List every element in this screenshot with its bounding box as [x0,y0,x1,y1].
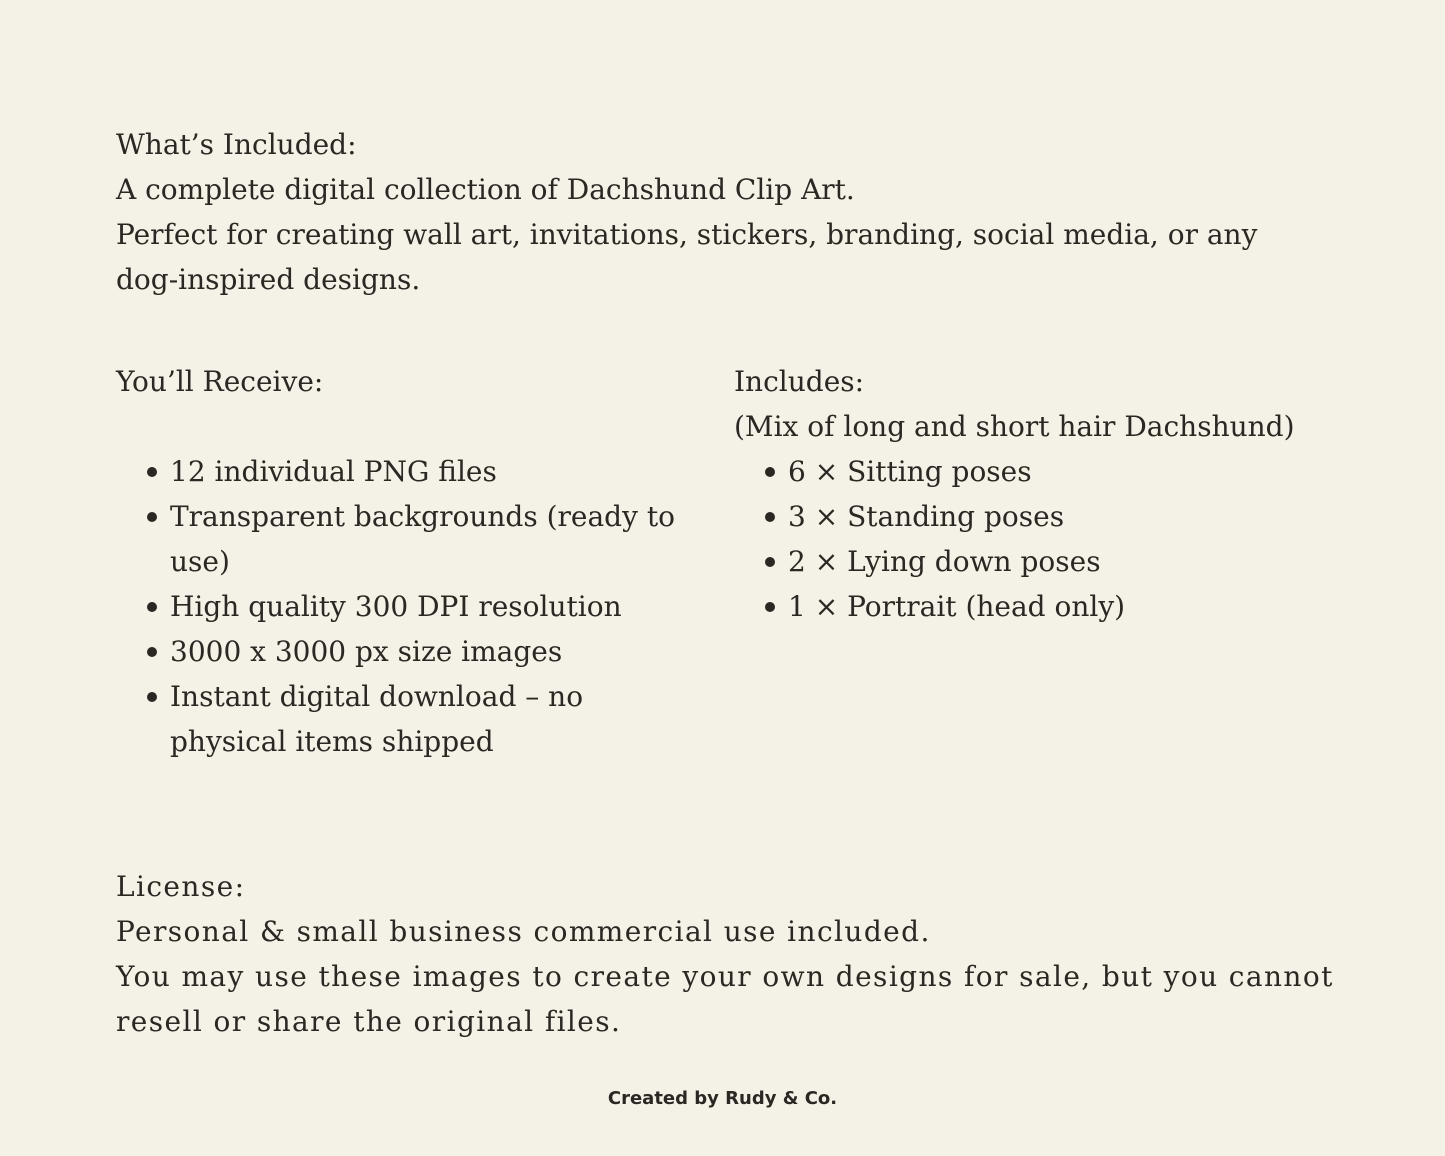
footer-credit: Created by Rudy & Co. [607,1088,838,1109]
list-item: 3000 x 3000 px size images [146,629,696,674]
youll-receive-heading: You’ll Receive: [116,365,324,398]
includes-list [734,449,1334,629]
includes-section [734,359,1334,629]
includes-heading: Includes: [734,365,865,398]
list-item: 12 individual PNG files [146,449,696,494]
license-summary: Personal & small business commercial use included. [116,915,931,948]
includes-subheading: (Mix of long and short hair Dachshund) [734,410,1295,443]
list-item: High quality 300 DPI resolution [146,584,696,629]
whats-included-title: What’s Included: [116,128,357,161]
receive-list [116,449,696,764]
list-item: 2 × Lying down poses [764,539,1334,584]
list-item: Transparent backgrounds (ready to use) [146,494,696,584]
whats-included-section [116,122,1316,302]
license-section [116,864,1336,1044]
intro-usage-text: Perfect for creating wall art, invitations, stickers, branding, social media, or any dog-inspired designs. [116,218,1258,296]
license-terms: You may use these images to create your own designs for sale, but you cannot resell or share the original files. [116,960,1334,1038]
list-item: 3 × Standing poses [764,494,1334,539]
list-item: 6 × Sitting poses [764,449,1334,494]
youll-receive-section [116,359,696,764]
license-title: License: [116,870,246,903]
intro-description: A complete digital collection of Dachshund Clip Art. [116,173,855,206]
list-item: Instant digital download – no physical items shipped [146,674,696,764]
list-item: 1 × Portrait (head only) [764,584,1334,629]
